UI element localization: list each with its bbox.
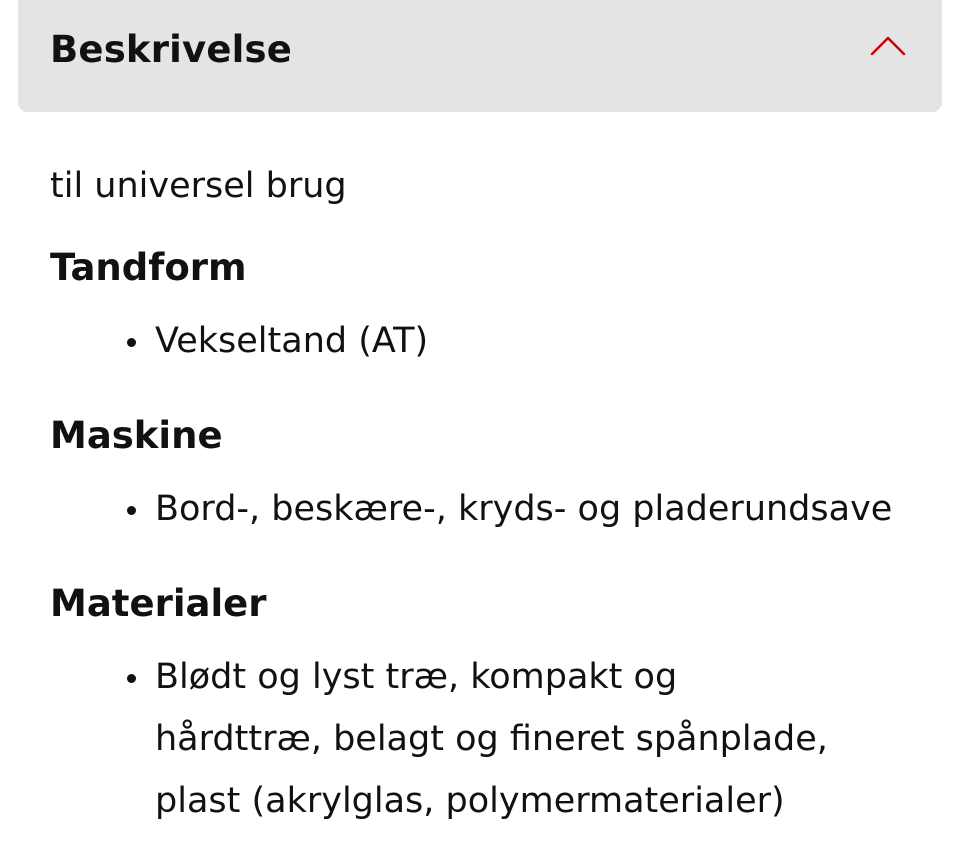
list-item-text: Blødt og lyst træ, kompakt og hårdttræ, belagt og fineret spånplade, plast (akrylglas, polymermaterialer): [155, 657, 828, 821]
section-heading-tandform: Tandform: [50, 246, 247, 289]
section-heading-materialer: Materialer: [50, 582, 267, 625]
materialer-list: [155, 646, 845, 832]
list-item: [155, 646, 845, 832]
list-item: [155, 310, 915, 372]
accordion-title: Beskrivelse: [50, 28, 293, 71]
chevron-up-icon[interactable]: [870, 34, 906, 56]
list-item-text: Bord-, beskære-, kryds- og pladerundsave: [155, 489, 893, 529]
tandform-list: [155, 310, 915, 372]
list-item: [155, 478, 915, 540]
bullet-dot: [127, 338, 136, 347]
bullet-dot: [127, 506, 136, 515]
bullet-dot: [127, 674, 136, 683]
accordion-header[interactable]: [18, 0, 942, 112]
description-intro: til universel brug: [50, 166, 347, 206]
maskine-list: [155, 478, 915, 540]
section-heading-maskine: Maskine: [50, 414, 223, 457]
list-item-text: Vekseltand (AT): [155, 321, 429, 361]
